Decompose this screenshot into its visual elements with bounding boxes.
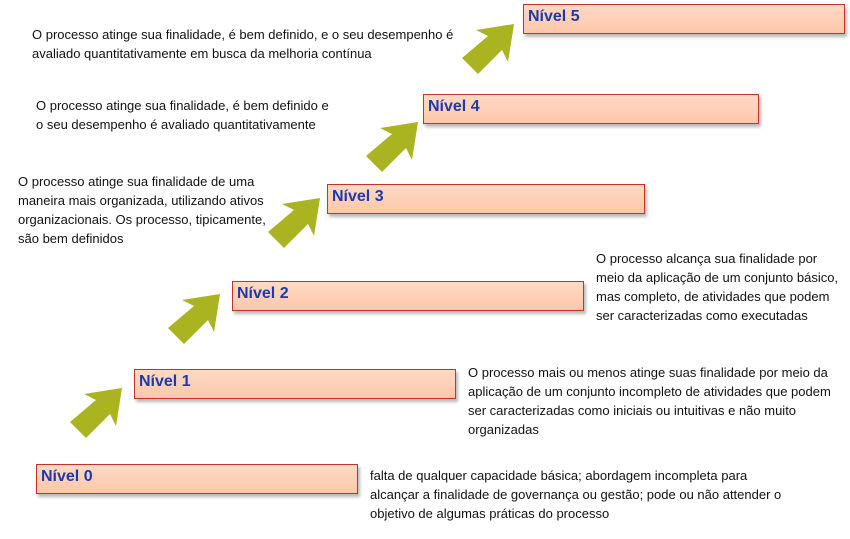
level-5-description: O processo atinge sua finalidade, é bem definido, e o seu desempenho é avaliado quantitativamente em busca da melhoria contínua	[32, 27, 454, 61]
up-right-arrow-icon	[462, 22, 516, 76]
level-2-label: Nível 2	[237, 285, 289, 302]
level-4-box	[423, 94, 759, 124]
level-4-description: O processo atinge sua finalidade, é bem definido e o seu desempenho é avaliado quantitativamente	[36, 98, 329, 132]
up-right-arrow-icon	[366, 120, 420, 174]
level-1-label: Nível 1	[139, 373, 191, 390]
level-1-description: O processo mais ou menos atinge suas finalidade por meio da aplicação de um conjunto incompleto de atividades que podem ser caracterizadas como iniciais ou intuitivas e não muito organizadas	[468, 365, 831, 437]
level-3-label: Nível 3	[332, 188, 384, 205]
level-5-label: Nível 5	[528, 8, 580, 25]
level-3-description: O processo atinge sua finalidade de uma maneira mais organizada, utilizando ativos organizacionais. Os processo, tipicamente, são bem definidos	[18, 174, 266, 246]
level-0-label: Nível 0	[41, 468, 93, 485]
level-1-box	[134, 369, 456, 399]
level-5-box	[523, 4, 845, 34]
level-4-label: Nível 4	[428, 98, 480, 115]
up-right-arrow-icon	[168, 292, 222, 346]
level-3-box	[327, 184, 645, 214]
level-2-description: O processo alcança sua finalidade por meio da aplicação de um conjunto básico, mas completo, de atividades que podem ser caracterizadas como executadas	[596, 251, 839, 323]
level-0-box	[36, 464, 358, 494]
level-0-description: falta de qualquer capacidade básica; abordagem incompleta para alcançar a finalidade de governança ou gestão; pode ou não attender o objetivo de algumas práticas do processo	[370, 468, 782, 521]
level-2-box	[232, 281, 584, 311]
up-right-arrow-icon	[70, 386, 124, 440]
